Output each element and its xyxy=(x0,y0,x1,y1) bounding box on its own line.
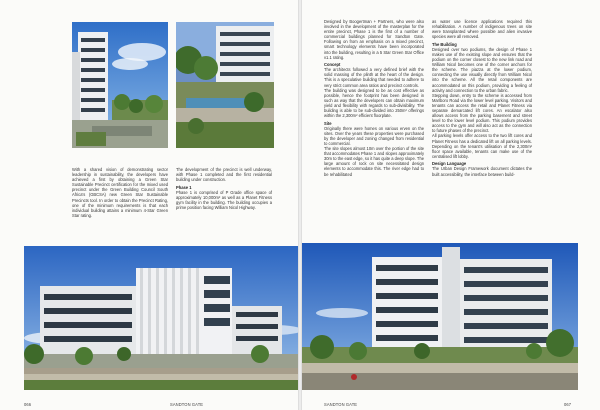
rp1: Designed by Boogertman + Partners, who were also involved in the development of the masterplan for the entire precinct, Phase 1 is the first of a number of commercial buildings planned for Sandton Gate. Following on from an emphasis on a mixed precinct, smart technology elements have been incorporated into the building, resulting in a 5 Star Green Star Office v1.1 rating. xyxy=(324,19,424,60)
concept-heading: Concept xyxy=(324,62,341,68)
left-col1-text xyxy=(72,167,168,218)
rp9: All parking levels offer access to the two lift cores and Planet Fitness has a dedicated lift on all parking levels. Depending on the tenant's utilisation of the 2,300m² floor space available, tenants can make use of the centralised lift lobby. xyxy=(432,133,532,159)
rp7: Designed over two podiums, the design of Phase 1 makes use of the existing slope and ensures that the podium on the corner closest to the new link road and William Nicol becomes one of the corner anchors for the scheme. The piazza at the lower podium, connecting the use visually directly from William Nicol into the scheme. All the retail components are accommodated on this podium, providing a feeling of activity and connection to the urban fabric. xyxy=(432,46,532,93)
photo-garden-terrace xyxy=(176,22,274,148)
rp10: The Urban Design Framework document dictates the built accessibility, the interface between build- xyxy=(432,166,532,177)
rp3: The building was designed to be as cost effective as possible, hence the footprint has been designed in such as way that the developers can obtain maximum yield and flexibility with regards to sub-divisibility. The building is able to be sub-divided into 250m² offerings within the 2,300m² efficient floorplate. xyxy=(324,87,424,119)
right-running-title xyxy=(324,402,357,407)
phase1-heading: Phase 1 xyxy=(176,184,192,190)
rp8: Stepping down, entry to the scheme is accessed from Marlboro Road via the lower level parking. Visitors and tenants can access the retail and Planet Fitness via separate demarcated lift cores. An escalator also allows access from the parking basement and street level to the lower level podium. This podium provides access to the gym and will also act as the connection to future phases of the precinct. xyxy=(432,92,532,134)
left-page xyxy=(0,0,298,410)
intro-paragraph: With a shared vision of demonstrating sector leadership in sustainability, the developers have achieved a first by obtaining a Green Star Sustainable Precinct certification for the mixed used precinct under the Green Building Council South Africa's (GBCSA) new Green Star Sustainable Precincts tool. In order to obtain the Precinct Rating, one of the minimum requirements is that each individual building attains a minimum 4-Star Green Star rating. xyxy=(72,167,168,218)
design-language-heading: Design Language xyxy=(432,161,467,167)
running-title-right: SANDTON GATE xyxy=(324,402,358,407)
phase1-paragraph: Phase 1 is comprised of P Grade office space of approximately 10,000m² as well as a Planet Fitness gym facility in the building. The building occupies a prime position facing William Nicol Highway. xyxy=(176,189,272,211)
right-col1-text xyxy=(324,19,424,177)
site-heading: Site xyxy=(324,120,332,126)
building-heading: The Building xyxy=(432,41,457,47)
right-page xyxy=(302,0,600,410)
photo-building-corner xyxy=(302,243,578,390)
left-folio xyxy=(24,402,31,407)
rp4: Originally there were homes on various erven on the sites. Over the years these properties were purchased by the developer and zoning changed from residential to commercial. xyxy=(324,125,424,146)
page-number-right: 067 xyxy=(564,402,572,407)
left-col2-text xyxy=(176,167,272,210)
rp2: The architects followed a very defined brief with the solid massing of the plinth at the heart of the design. This is a speculative building that needed to adhere to very strict common area ratios and precinct controls. xyxy=(324,67,424,88)
rp5: The site slopes almost 10m over the portion of the site that accommodates Phase 1 and slopes approximately 30m to the east edge, so it has quite a deep slope. The large amount of rock on site necessitated design elements to accommodate this. The river edge had to be rehabilitated xyxy=(324,146,424,177)
rp6: as water use licence applications required this rehabilitation. A number of indigenous trees on site were transplanted where possible and alien invasive species were all removed. xyxy=(432,19,532,40)
photo-office-building xyxy=(24,246,298,390)
development-paragraph: The development of the precinct is well underway, with Phase 1 completed and the first residential building under construction. xyxy=(176,167,272,183)
page-number: 066 xyxy=(24,402,32,407)
right-col2-text xyxy=(432,19,532,177)
running-title: SANDTON GATE xyxy=(170,402,204,407)
photo-building-sky xyxy=(72,22,168,148)
left-running-title xyxy=(170,402,203,407)
right-folio xyxy=(564,402,571,407)
